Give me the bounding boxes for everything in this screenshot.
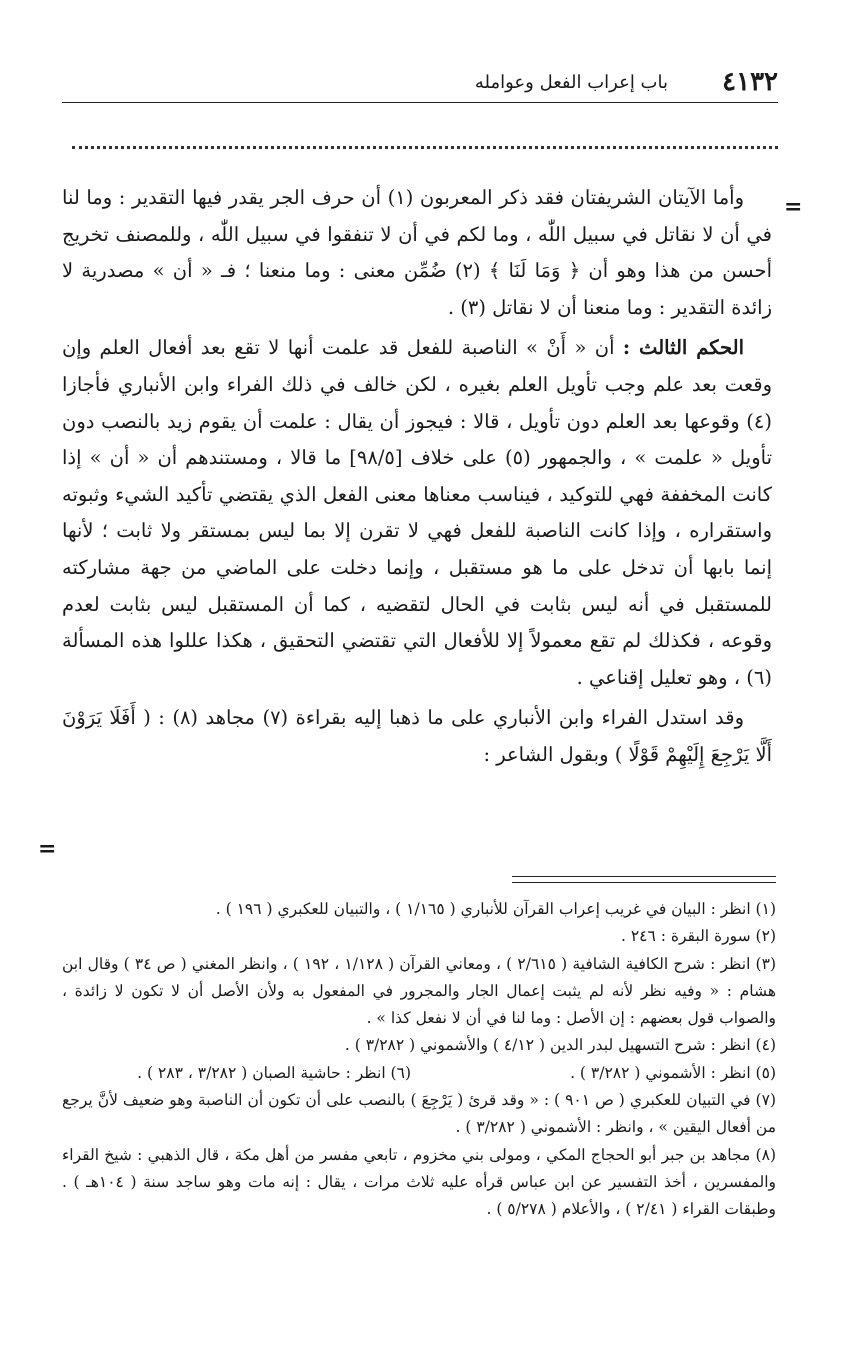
- header-rule: [62, 102, 778, 103]
- section-heading: الحكم الثالث :: [622, 336, 744, 360]
- paragraph-2: [62, 330, 772, 696]
- page-header: [62, 64, 778, 100]
- footnote-7: (٧) في التبيان للعكبري ( ص ٩٠١ ) : « وقد قرئ ( يَرْجِعَ ) بالنصب على أن تكون أن الناصبة وهو ضعيف لأنَّ يرجع من أفعال اليقين » ، وانظر : الأشموني ( ٣/٢٨٢ ) .: [62, 1091, 776, 1137]
- footnote-6: (٦) انظر : حاشية الصبان ( ٣/٢٨٢ ، ٢٨٣ ) .: [137, 1063, 411, 1082]
- running-title: باب إعراب الفعل وعوامله: [474, 72, 668, 93]
- footnote-rule: [512, 876, 776, 877]
- footnote-4: (٤) انظر : شرح التسهيل لبدر الدين ( ٤/١٢ ) والأشموني ( ٣/٢٨٢ ) .: [344, 1036, 776, 1055]
- footnote-1: (١) انظر : البيان في غريب إعراب القرآن للأنباري ( ١/١٦٥ ) ، والتبيان للعكبري ( ١٩٦ ) .: [215, 900, 776, 918]
- footnote-pair: [62, 1060, 776, 1087]
- paragraph-1: وأما الآيتان الشريفتان فقد ذكر المعربون (١) أن حرف الجر يقدر فيها التقدير : وما لنا في أن لا نقاتل في سبيل اللّٰه ، وما لكم في أن لا تنفقوا في سبيل اللّٰه ، وللمصنف تخريج أحسن من هذا وهو أن ﴿ وَمَا لَنَا ﴾ (٢) ضُمِّن معنى : وما منعنا ؛ فـ « أن » مصدرية لا زائدة التقدير : وما منعنا أن لا نقاتل (٣) .: [62, 186, 772, 319]
- footnote-5: (٥) انظر : الأشموني ( ٣/٢٨٢ ) .: [570, 1063, 776, 1082]
- footnote-rule-secondary: [512, 882, 776, 883]
- paragraph-2-text: أن « أَنْ » الناصبة للفعل قد علمت أنها لا تقع بعد أفعال العلم وإن وقعت بعد علم وجب تأويل العلم بغيره ، لكن خالف في ذلك الفراء وابن الأنباري فأجازا (٤) وقوعها بعد العلم دون تأويل ، قالا : فيجوز أن يقال : علمت أن يقوم زيد بالنصب دون تأويل « علمت » ، والجمهور (٥) على خلاف [٩٨/٥] ما قالا ، ومستندهم أن « أن » إذا كانت المخففة فهي للتوكيد ، فيناسب معناها معنى الفعل الذي يقتضي تأكيد الشيء وثبوته واستقراره ، وإذا كانت الناصبة للفعل فهي لا تقرن إلا بما ليس بمستقر ولا ثابت ؛ لأنها إنما بابها أن تدخل على ما هو مستقبل ، وإنما دخلت على الماضي من جهة مشاركته للمستقبل في أنه ليس بثابت في الحال لتقضيه ، كما أن المستقبل ليس بثابت لعدم وقوعه ، فكذلك لم تقع معمولاً إلا للأفعال التي تقتضي التحقيق ، هكذا عللوا هذه المسألة (٦) ، وهو تعليل إقناعي .: [62, 336, 773, 689]
- main-text: [62, 180, 772, 774]
- continuation-mark-top: =: [784, 194, 803, 220]
- continuation-mark-bottom: =: [38, 836, 57, 862]
- dotted-separator: [72, 146, 778, 149]
- footnote-8: (٨) مجاهد بن جبر أبو الحجاج المكي ، ومولى بني مخزوم ، تابعي مفسر من أهل مكة ، قال الذهبي : شيخ القراء والمفسرين ، أخذ التفسير عن ابن عباس قرأه عليه ثلاث مرات ، يقال : إنه مات وهو ساجد سنة ( ١٠٤هـ ) . وطبقات القراء ( ٢/٤١ ) ، والأعلام ( ٥/٢٧٨ ) .: [62, 1145, 776, 1219]
- page-number: ٤١٣٢: [722, 67, 778, 97]
- footnote-2: (٢) سورة البقرة : ٢٤٦ .: [620, 927, 776, 946]
- paragraph-3: وقد استدل الفراء وابن الأنباري على ما ذهبا إليه بقراءة (٧) مجاهد (٨) : ( أَفَلَا يَرَوْنَ أَلَّا يَرْجِعَ إِلَيْهِمْ قَوْلًا ) وبقول الشاعر :: [62, 706, 772, 766]
- footnote-3: (٣) انظر : شرح الكافية الشافية ( ٢/٦١٥ ) ، ومعاني القرآن ( ١/١٢٨ ، ١٩٢ ) ، وانظر المغني ( ص ٣٤ ) وقال ابن هشام : « وفيه نظر لأنه لم يثبت إعمال الجار والمجرور في المفعول به ولأن الأصل أن لا تكون لا زائدة ، والصواب قول بعضهم : إن الأصل : وما لنا في أن لا نفعل كذا » .: [62, 954, 776, 1028]
- footnotes: [62, 896, 776, 1224]
